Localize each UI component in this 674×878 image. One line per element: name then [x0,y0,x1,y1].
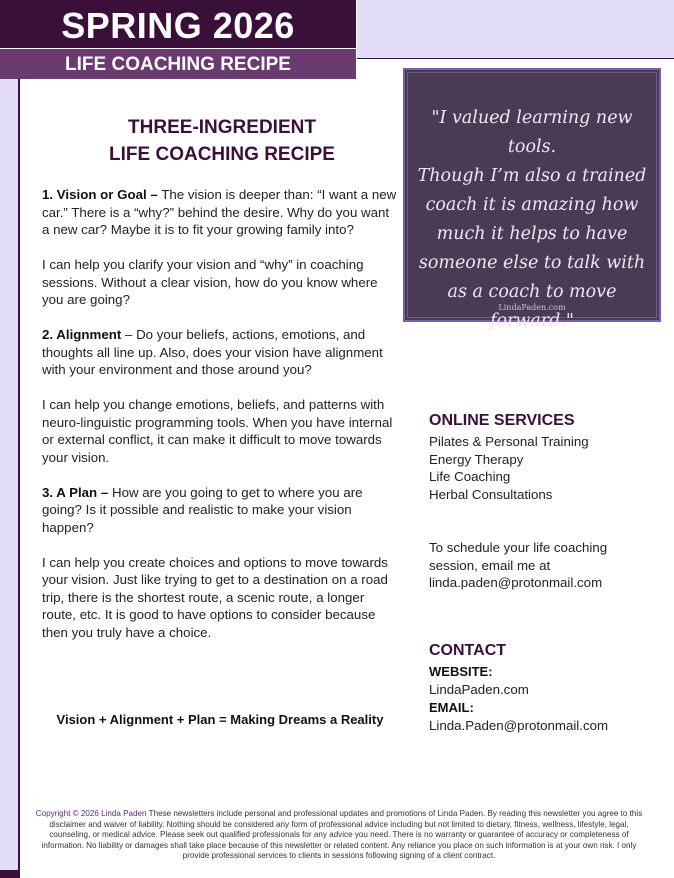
ingredient-label: 3. A Plan – [42,484,109,500]
schedule-email-link[interactable]: linda.paden@protonmail.com [429,575,603,591]
contact-section [429,642,659,734]
ingredient-text: How are you going to get to where you are going? Is it possible and realistic to make your vision happen? [42,484,363,535]
bottom-mark [0,870,20,878]
quote-line: "I valued learning new tools. [431,108,633,157]
recipe-formula: Vision + Alignment + Plan = Making Dreams a Reality [56,712,384,727]
quote-line: someone else to talk with [418,253,646,273]
ingredient-help: I can help you change emotions, beliefs, and patterns with neuro-linguistic programming tools. When you have internal or external conflict, it can make it difficult to move towards your vision. [42,397,393,465]
main-article [42,114,398,659]
service-item: Life Coaching [429,469,511,485]
email-link[interactable]: Linda.Paden@protonmail.com [429,717,609,733]
quote-site: LindaPaden.com [498,303,566,312]
footer-disclaimer-text: These newsletters include personal and professional updates and promotions of Linda Paden. By reading this newsletter you agree to this disclaimer and waiver of liability. Nothing should be considered any form of professional advice including but not limited to dietary, fitness, wellness, lifestyle, legal, counseling, or medical advice. Please seek out qualified professionals for any advice you need. There is no warranty or guarantee of accuracy or completeness of information. No liability or damages shall take place because of this newsletter or related content. Any reliance you place on such information is at your own risk. I only provide professional services to clients in sessions following signing of a client contract. [41,809,643,861]
quote-line: as a coach to move forward." [447,282,617,331]
article-heading [42,114,398,168]
quote-line: coach it is amazing how [425,195,639,215]
service-item: Energy Therapy [429,451,524,467]
schedule-note [429,539,659,592]
ingredient-plan [42,484,398,537]
contact-heading: CONTACT [429,642,507,659]
ingredient-text: The vision is deeper than: “I want a new car.” There is a “why?” behind the desire. Why do you want a new car? Maybe it is to fit your growing family into? [42,187,397,237]
service-item: Pilates & Personal Training [429,434,589,449]
quote-text [415,104,649,336]
article-heading-line2: LIFE COACHING RECIPE [109,144,335,165]
schedule-line: To schedule your life coaching [429,540,608,555]
ingredient-help: I can help you create choices and options to move towards your vision. Just like trying to get to a destination on a road trip, there is the shortest route, a scenic route, a longer route, etc. It is good to have options to consider because then you truly have a choice. [42,554,388,640]
service-item: Herbal Consultations [429,486,553,502]
footer-copyright: Copyright © 2026 Linda Paden [35,809,147,818]
banner-accent [357,0,674,58]
ingredient-alignment [42,326,398,379]
schedule-line: session, email me at [429,557,551,573]
website-label: WEBSITE: [429,664,493,679]
ingredient-help: I can help you clarify your vision and “why” in coaching sessions. Without a clear vision, how do you know where you are going? [42,257,378,307]
footer-disclaimer [28,809,650,862]
ingredient-vision [42,186,398,239]
ingredient-label: 2. Alignment [42,327,122,342]
testimonial-quote [403,68,661,331]
banner-divider [357,58,674,59]
left-stripe-border [18,79,20,878]
quote-line: much it helps to have [436,224,628,244]
services-section [429,412,659,503]
website-link[interactable]: LindaPaden.com [429,682,529,697]
article-heading-line1: THREE-INGREDIENT [128,117,316,138]
services-heading: ONLINE SERVICES [429,412,575,429]
ingredient-text: – Do your beliefs, actions, emotions, and thoughts all line up. Also, does your vision have alignment with your environment and those around you? [42,327,383,377]
quote-line: Though I’m also a trained [417,166,647,186]
newsletter-title: SPRING 2026 [0,0,356,48]
left-stripe [0,79,18,878]
ingredient-label: 1. Vision or Goal – [42,187,158,202]
newsletter-subtitle: LIFE COACHING RECIPE [0,49,356,79]
email-label: EMAIL: [429,699,474,715]
